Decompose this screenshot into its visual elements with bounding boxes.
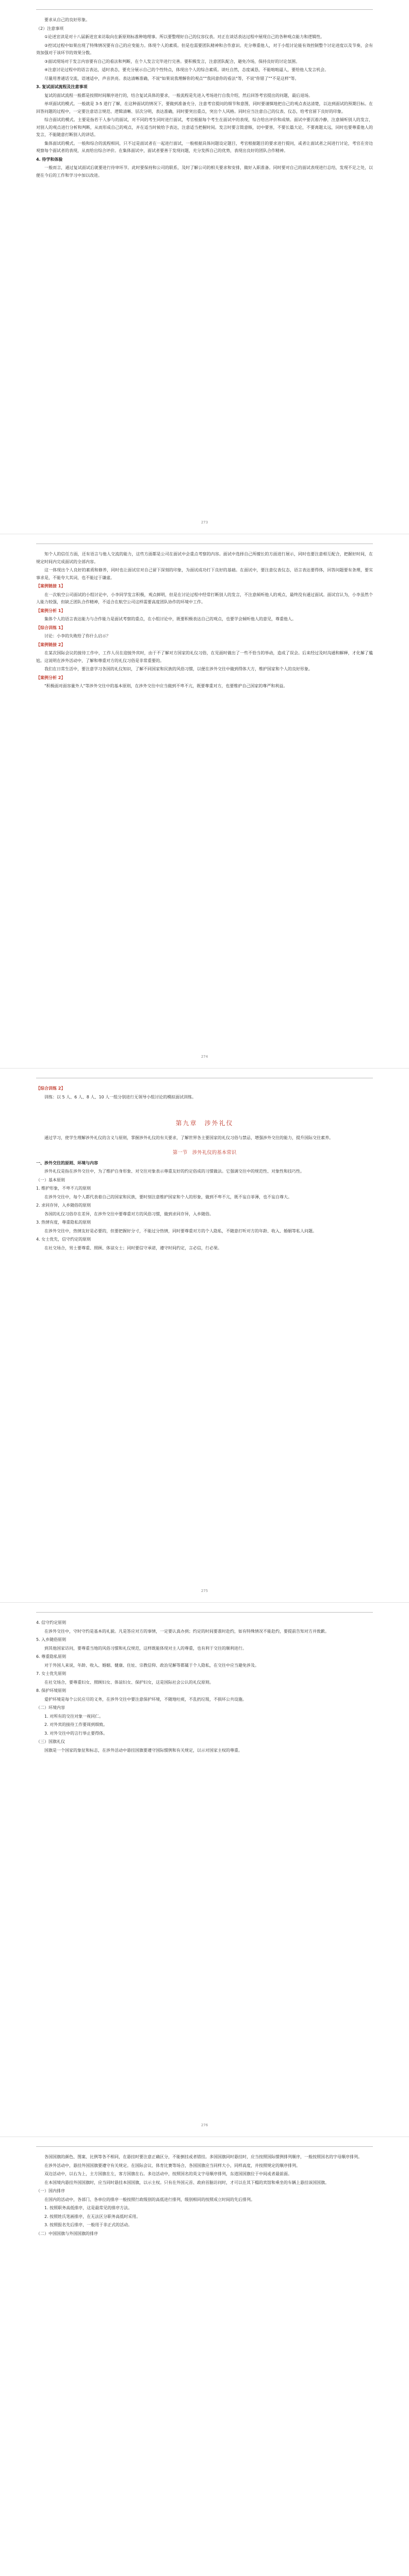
case-label: 【案例分析 1】 <box>36 608 66 613</box>
page-body <box>36 2154 373 2576</box>
case-label: 【案例分析 2】 <box>36 675 66 680</box>
paragraph: 在涉外交往中，热情友好是必要的，但要把握好分寸，不能过分热情，同时要尊重对方的个人隐私，不随意打听对方的年龄、收入、婚姻等私人问题。 <box>44 1228 317 1233</box>
list-heading: 3. 热情有度，尊重隐私的原则 <box>36 1220 91 1225</box>
paragraph: 到其他国家访问，要尊重当地的风俗习惯和礼仪规范，这样既能体现对主人的尊重，也有利于交往的顺利进行。 <box>44 1646 247 1651</box>
paragraph: ④注意讨论过程中的语言表达，适时表态，要充分展示自己的个性特点，体现出个人的综合素质。谈吐自然，态度诚恳，不能咄咄逼人，要给他人发言机会。 <box>44 67 329 72</box>
paragraph: 2. 按照姓氏笔画排序，在无法区分职务高低时采用。 <box>44 2214 141 2219</box>
paragraph: 复试的面试流程一般都是按照时间顺序进行的，结合复试具体的要求，一般流程是先进入考场进行自我介绍，然后回答考官提出的问题，最后退场。 <box>44 93 313 98</box>
case-label: 【综合训练 2】 <box>36 1086 66 1091</box>
paragraph: 集体个人的语言表达能力与合作能力是面试考察的重点，在小组讨论中，既要积极表达自己的观点，也要学会倾听他人的意见，尊重他人。 <box>44 617 296 621</box>
paragraph: 各国的礼仪习俗存在差异，在涉外交往中要尊重对方的风俗习惯，做到求同存异，入乡随俗。 <box>44 1211 214 1216</box>
paragraph: ②控试过程中如果出现了特殊情况要有自己的应变能力。体现个人的素质。但是也需要团队精神和合作意识。充分尊重他人，对于小组讨论能有效控制整个讨论进度以及节奏，会有效加强对于该环节的效果分数。 <box>36 43 373 55</box>
paragraph: 各国国旗的颜色、图案、比例等各不相同，在悬挂时要注意正确区分，不能倒挂或者错挂。多国国旗同时悬挂时，应当按照国际惯例排列顺序，一般按照国名的字母顺序排列。 <box>44 2155 362 2159</box>
page-header-rule <box>36 1612 373 1613</box>
paragraph: 3. 按照报名先后排序，一般用于非正式的活动。 <box>44 2223 133 2227</box>
paragraph: "积极面对面容量外人"等涉外交往中的基本原则，在涉外交往中应当做到不卑不亢，既要尊重对方，也要维护自己国家的尊严和利益。 <box>44 684 288 688</box>
subheading: 4. 待学和体验 <box>36 157 63 162</box>
paragraph: 在国内的活动中，各部门、各单位的排序一般按照行政级别的高低进行排列，级别相同的按照成立时间的先后排列。 <box>44 2197 255 2202</box>
list-heading: 2. 求同存异，入乡随俗的原则 <box>36 1203 91 1208</box>
paragraph: 爱护环境是每个公民应尽的义务，在涉外交往中要注意保护环境，不随地吐痰，不乱扔垃圾，不损坏公共设施。 <box>44 1697 247 1702</box>
list-heading: （三）国旗礼仪 <box>36 1739 65 1744</box>
list-heading: 8. 保护环境原则 <box>36 1688 67 1693</box>
list-heading: （二）中国国旗与外国国旗的排序 <box>36 2231 98 2236</box>
list-heading: 7. 女士优先原则 <box>36 1671 67 1676</box>
case-label: 【案例链接 1】 <box>36 584 66 588</box>
subheading: 3. 复试面试流程及注意事项 <box>36 84 88 89</box>
paragraph: 单项面试的模式。一般就是 3-5 道行了解，在这种面试的情况下，要做到准备充分，注意考官提问的细节和意图，同时要谨慎地把自己的观点表达清楚，以达到面试的预期目标。在回答问题的过程中，一定要注意语言规范、逻辑清晰、层次分明，表达准确，同时要突出重点，突出个人风格。同时应当注意自己的仪表、仪态，给考官留下良好的印象。 <box>36 101 373 114</box>
list-heading: 4. 信守约定原则 <box>36 1620 67 1625</box>
page-header-rule <box>36 9 373 10</box>
spacer <box>36 1102 373 1107</box>
paragraph: 在涉外交往中，每个人都代表着自己的国家和民族，要时刻注意维护国家和个人的形象，做到不卑不亢，既不妄自菲薄，也不妄自尊大。 <box>44 1194 292 1199</box>
list-heading: 6. 尊重隐私原则 <box>36 1654 67 1659</box>
paragraph: 1. 按照职务高低排序，这是最常见的排序方法。 <box>44 2206 133 2210</box>
page-number: 275 <box>201 1589 208 1593</box>
paragraph: 在涉外活动中，悬挂外国国旗要遵守有关规定。在国际会议、体育比赛等场合，各国国旗应当同样大小，同样高度，并按照规定的顺序排列。 <box>44 2163 300 2168</box>
page-body <box>36 551 373 1042</box>
document-page <box>0 0 409 534</box>
list-heading: （一）基本原则 <box>36 1177 65 1182</box>
paragraph: 要求从自己的良好形象。 <box>44 18 90 22</box>
case-label: 【案例链接 2】 <box>36 642 66 647</box>
document-page <box>0 1069 409 1603</box>
paragraph: ①论述宣读是对十八届新进宣来访取向在新原则标准种地理事。所以要整理好自己的仪容仪表。对正在谈话表达过程中展现自己的各种观点能力和逻辑性。 <box>44 35 325 39</box>
list-heading: （2）注意事项 <box>36 26 64 31</box>
list-heading: 4. 女士优先，信守约定的原则 <box>36 1237 91 1242</box>
page-number: 273 <box>201 520 208 524</box>
section-title: 第一节 涉外礼仪的基本常识 <box>172 1149 237 1156</box>
paragraph: 涉外礼仪是指在涉外交往中，为了维护自身形象、对交往对象表示尊重友好的约定俗成的习惯做法。它强调交往中的规范性、对象性和技巧性。 <box>44 1169 304 1174</box>
page-number: 274 <box>201 1055 208 1059</box>
paragraph: 知个人的信任方面，还有语言与他人交流的能力，这些方面都是公司在面试中会重点考察的内容。面试中选择自己所擅长的方面进行展示，同时也要注意相互配合，把握好时间，在规定时间内完成面试的全部内容。 <box>36 552 373 564</box>
paragraph: 集体面试的模式。一般和综合的流程相同，只不过是面试者在一起进行面试，一般根据具体问题设定题目，考官根据题目的要求进行提问，或者让面试者之间进行讨论，考官在旁边观察每个面试者的表现，从而给出综合评价。在集体面试中，面试者要善于发现问题，充分发挥自己的优势，表现出良好的团队合作精神。 <box>36 141 373 153</box>
page-body <box>36 16 373 508</box>
document-page <box>0 534 409 1069</box>
paragraph: 对于外国人来说，年龄、收入、婚姻、健康、住址、宗教信仰、政治见解等都属于个人隐私，在交往中应当避免涉及。 <box>44 1663 259 1668</box>
case-label: 【综合训练 1】 <box>36 625 66 630</box>
paragraph: 尽量用普通话交流，语速适中，声音洪亮。表达清晰准确，不说"如果说我理解你的观点""我同意你的看法"等，不说"你错了""不是这样"等。 <box>44 76 299 81</box>
paragraph: 在社交场合，男士要尊重、照顾、体谅女士；同时要信守承诺，遵守时间约定，言必信，行必果。 <box>44 1245 222 1250</box>
paragraph: 国旗是一个国家的象征和标志，在涉外活动中悬挂国旗要遵守国际惯例和有关规定，以示对国家主权的尊重。 <box>44 1748 242 1753</box>
paragraph: 一般而言，通过复试面试后就要进行待审环节。此时要保持和公司的联系，及时了解公司的相关要求和安排，做好入职准备。同时要对自己的面试表现进行总结，发现不足之处，以便在今后的工作和学习中加以改进。 <box>36 165 373 178</box>
paragraph: ③面试现场对于发言内容要有自己的看法和判断，在个人发言完毕进行完善。要积极发言，注意团队配合，避免冷场，保持良好的讨论氛围。 <box>44 59 300 64</box>
paragraph: 在社交场合，要尊重妇女、照顾妇女、体谅妇女、保护妇女，这是国际社会公认的礼仪原则。 <box>44 1680 214 1685</box>
paragraph: 综合面试的模式。主要是指若干人参与的面试，对不同的考生同时进行面试，考官根据每个考生在面试中的表现，综合给出评价和成绩。面试中要沉着冷静，注意倾听别人的发言，对别人的观点进行分析和判断，从而形成自己的观点，并在适当时候给予表达，注意适当把握时间。发言时要言简意赅，切中要害，不要长篇大论，不要离题太远，同时也要尊重他人的发言，不能随意打断别人的讲话。 <box>36 117 373 137</box>
list-heading: （二）环境内容 <box>36 1705 65 1710</box>
paragraph: 讨论：小李的失败给了你什么启示？ <box>44 634 110 638</box>
paragraph: 在涉外交往中，守时守约是基本的礼貌。凡是答应对方的事情，一定要认真办到；约定的时间要准时赴约，如有特殊情况不能赴约，要提前告知对方并致歉。 <box>44 1629 329 1634</box>
document-page <box>0 2137 409 2576</box>
list-heading: （一）国内排序 <box>36 2189 65 2193</box>
page-body <box>36 1085 373 1577</box>
subheading: 一、涉外交往的原则、环境与内容 <box>36 1160 98 1165</box>
paragraph: 双边活动中，以右为上，主方国旗在左，客方国旗在右。多边活动中，按照国名的英文字母顺序排列，东道国国旗位于中间或者最前面。 <box>44 2172 292 2176</box>
paragraph: 通过学习，使学生理解涉外礼仪的含义与原则，掌握涉外礼仪的有关要求，了解世界各主要国家的礼仪习俗与禁忌，增强涉外交往的能力，提升国际交往素养。 <box>44 1136 333 1140</box>
chapter-title: 第九章 涉外礼仪 <box>175 1120 234 1127</box>
paragraph: 1. 对所有的交往对象一视同仁。 <box>44 1714 104 1719</box>
paragraph: 2. 对外宾的接待工作要周到细致。 <box>44 1722 108 1727</box>
paragraph: 这一体现出个人良好的素质和修养，同时也让面试官对自己留下深刻的印象，为面试成功打下良好的基础。在面试中，要注意仪表仪态，语言表达要得体，回答问题要有条理，要实事求是，不能夸大其词，也不能过于谦虚。 <box>36 568 373 580</box>
page-header-rule <box>36 2146 373 2147</box>
page-number: 276 <box>201 2123 208 2127</box>
page-body <box>36 1619 373 2111</box>
paragraph: 3. 对外交往中的言行举止要得体。 <box>44 1731 108 1736</box>
paragraph: 在本国境内悬挂外国国旗时，应当同时悬挂本国国旗，以示主权。只有在外国元首、政府首脑访问时，才可以在其下榻的宾馆和乘坐的车辆上悬挂该国国旗。 <box>44 2180 329 2185</box>
list-heading: 1. 维护形象，不卑不亢的原则 <box>36 1186 91 1191</box>
list-heading: 5. 入乡随俗原则 <box>36 1637 67 1642</box>
paragraph: 在某次国际会议的接待工作中，工作人员在迎接外宾时，由于不了解对方国家的礼仪习俗，在见面时做出了一些不恰当的举动，造成了误会。后来经过及时沟通和解释，才化解了尴尬。这说明在涉外活动中，了解和尊重对方的礼仪习俗是非常重要的。 <box>36 651 373 663</box>
paragraph: 训练：以 5 人、6 人、8 人、10 人一组分别进行无领导小组讨论的模拟面试训练。 <box>44 1094 197 1099</box>
paragraph: 在一次航空公司面试的小组讨论中，小李同学发言积极，观点鲜明，但是在讨论过程中经常打断别人的发言，不注意倾听他人的观点，最终没有通过面试。面试官认为，小李虽然个人能力较强，但缺乏团队合作精神，不适合在航空公司这样需要高度团队协作的环境中工作。 <box>36 592 373 604</box>
document-page <box>0 1603 409 2137</box>
paragraph: 我们在日常生活中，要注意学习各国的礼仪知识，了解不同国家和民族的风俗习惯，以便在涉外交往中做到得体大方，维护国家和个人的良好形象。 <box>44 667 313 671</box>
